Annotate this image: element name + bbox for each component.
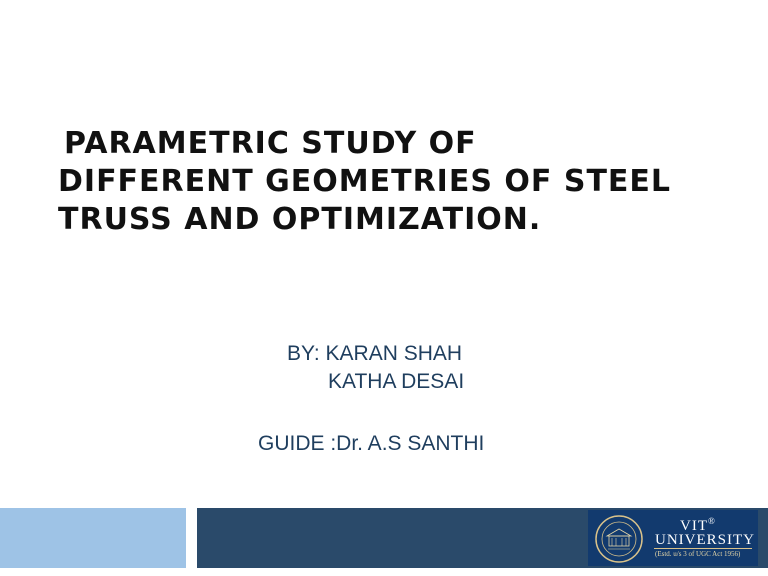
title-line-2: DIFFERENT GEOMETRIES OF STEEL: [58, 164, 672, 199]
author-line-2: KATHA DESAI: [328, 370, 465, 393]
guide-line: GUIDE :Dr. A.S SANTHI: [258, 432, 485, 455]
footer-accent-left: [0, 508, 186, 568]
vit-university-logo: [588, 510, 758, 566]
logo-established-text: (Estd. u/s 3 of UGC Act 1956): [655, 550, 741, 558]
logo-vit-text: VIT®: [680, 516, 716, 534]
slide-title: [58, 125, 748, 239]
title-line-1: PARAMETRIC STUDY OF: [64, 126, 477, 161]
logo-divider: [654, 548, 752, 549]
university-seal-icon: [594, 514, 644, 564]
author-line-1: BY: KARAN SHAH: [287, 342, 463, 365]
logo-university-text: UNIVERSITY: [655, 532, 755, 548]
title-line-3: TRUSS AND OPTIMIZATION.: [58, 202, 542, 237]
